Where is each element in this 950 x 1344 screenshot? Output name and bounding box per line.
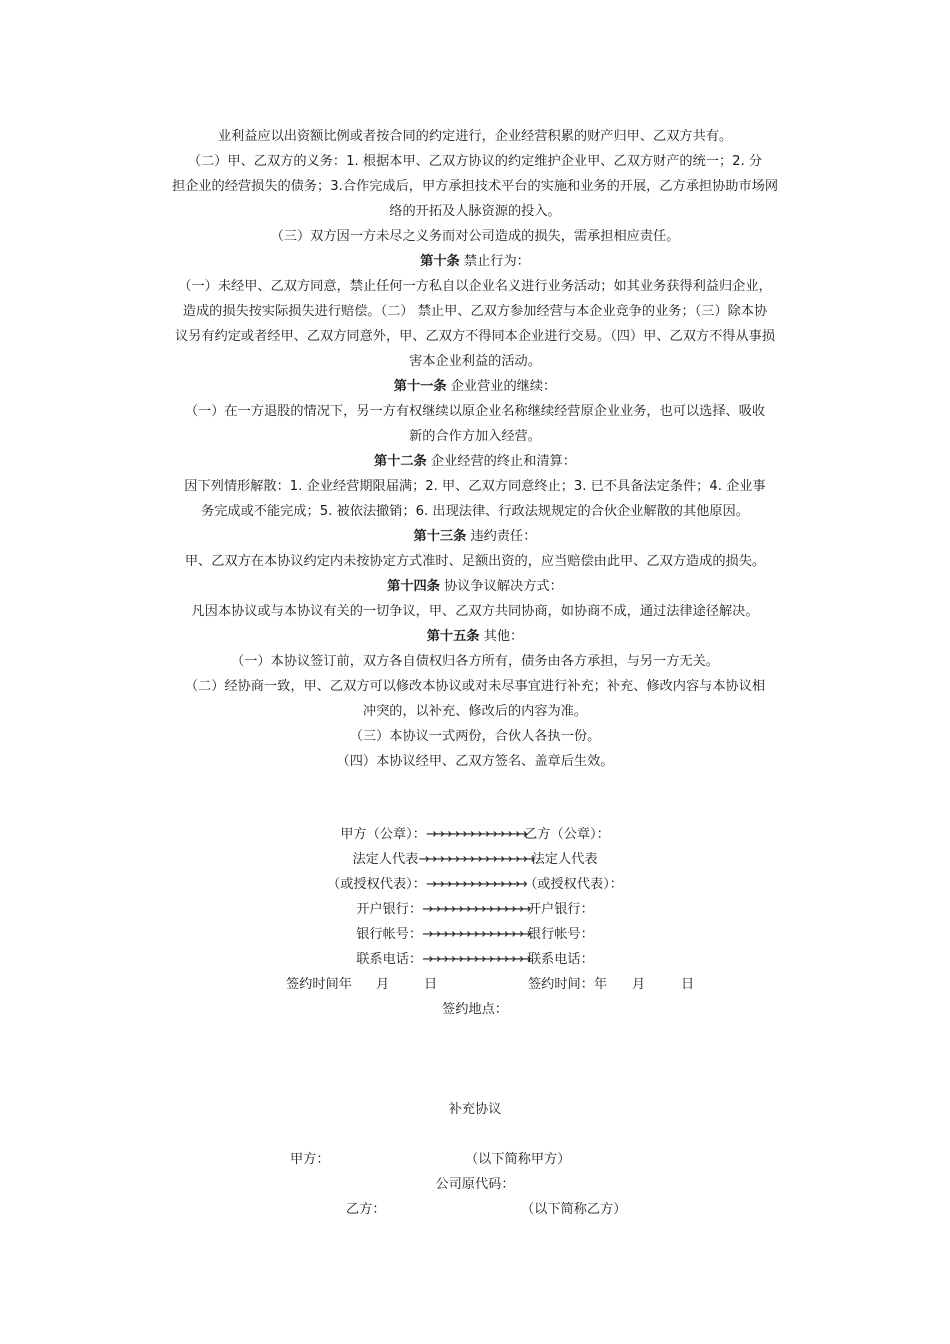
paragraph-line: 业利益应以出资额比例或者按合同的约定进行，企业经营积累的财产归甲、乙双方共有。 [217,129,733,144]
supplement-party-a-note: （以下简称甲方） [465,1152,571,1167]
article-number: 第十一条 [393,379,447,394]
tab-arrows: →→→→→→→→→→→→→→ [422,902,528,917]
tab-arrows: →→→→→→→→→→→→→→ [422,952,528,967]
article-title: 协议争议解决方式： [439,579,563,594]
paragraph-line: 造成的损失按实际损失进行赔偿。（二） 禁止甲、乙双方参加经营与本企业竞争的业务；（三）除本协 [182,304,768,319]
article-title: 企业营业的继续： [446,379,557,394]
party-a-label: 开户银行： [356,902,423,917]
date-left-day: 日 [424,977,438,992]
party-b-label: 开户银行： [527,902,594,917]
paragraph-line: 务完成或不能完成；5. 被依法撤销；6. 出现法律、行政法规规定的合伙企业解散的其他原因。 [201,504,749,519]
article-number: 第十二条 [373,454,427,469]
party-a-label: （或授权代表）： [327,877,426,892]
party-b-label: 联系电话： [527,952,594,967]
supplement-party-b: 乙方： [346,1202,386,1217]
signing-place: 签约地点： [442,1002,508,1017]
party-b-label: 法定人代表 [531,852,598,867]
article-title: 其他： [479,629,524,644]
party-a-label: 联系电话： [356,952,423,967]
paragraph-line: 因下列情形解散：1. 企业经营期限届满；2. 甲、乙双方同意终止；3. 已不具备法定条件；4. 企业事 [184,479,766,494]
signature-row-legal-rep [140,847,810,872]
article-number: 第十三条 [413,529,467,544]
paragraph-line: 甲、乙双方在本协议约定内未按协定方式准时、足额出资的，应当赔偿由此甲、乙双方造成的损失。 [184,554,766,569]
party-a-label: 银行帐号： [356,927,423,942]
party-b-label: 乙方（公章）： [524,827,610,842]
party-a-label: 法定人代表 [352,852,419,867]
paragraph-line: 议另有约定或者经甲、乙双方同意外，甲、乙双方不得同本企业进行交易。（四）甲、乙双方不得从事损 [174,329,776,344]
article-number: 第十四条 [387,579,440,594]
paragraph-line: （四）本协议经甲、乙双方签名、盖章后生效。 [336,754,614,769]
tab-arrows: →→→→→→→→→→→→→→ [422,927,528,942]
paragraph-line: （一）未经甲、乙双方同意，禁止任何一方私自以企业名义进行业务活动；如其业务获得利益归企业， [178,279,772,294]
article-13-heading [140,524,810,549]
article-number: 第十条 [420,254,460,269]
party-b-label: 银行帐号： [527,927,594,942]
paragraph-line: 冲突的，以补充、修改后的内容为准。 [362,704,588,719]
date-right-day: 日 [681,977,695,992]
supplement-title: 补充协议 [448,1102,502,1117]
article-title: 禁止行为： [459,254,530,269]
signature-row-authorized-rep [140,872,810,897]
supplement-company-code: 公司原代码： [435,1177,515,1192]
article-10-heading [140,249,810,274]
tab-arrows: →→→→→→→→→→→→→→→ [418,852,532,867]
article-title: 企业经营的终止和清算： [426,454,576,469]
paragraph-line: 害本企业利益的活动。 [409,354,541,369]
article-15-heading [140,624,810,649]
article-title: 违约责任： [466,529,537,544]
paragraph-line: （三）本协议一式两份，合伙人各执一份。 [349,729,601,744]
party-a-label: 甲方（公章）： [340,827,426,842]
paragraph-line: （一）在一方退股的情况下，另一方有权继续以原企业名称继续经营原企业业务，也可以选择、吸收 [184,404,766,419]
signature-row-phone [140,947,810,972]
paragraph-line: 担企业的经营损失的债务；3.合作完成后，甲方承担技术平台的实施和业务的开展，乙方承担协助市场网 [171,179,778,194]
paragraph-line: （二）甲、乙双方的义务：1. 根据本甲、乙双方协议的约定维护企业甲、乙双方财产的统一；2. 分 [187,154,763,169]
party-b-label: （或授权代表）： [524,877,623,892]
date-left-label: 签约时间年 [286,977,352,992]
paragraph-line: 络的开拓及人脉资源的投入。 [389,204,561,219]
article-11-heading [140,374,810,399]
article-number: 第十五条 [426,629,480,644]
date-right-month: 月 [632,977,646,992]
tab-arrows: →→→→→→→→→→→→→ [425,877,525,892]
signature-row-seal [140,822,810,847]
paragraph-line: （二）经协商一致，甲、乙双方可以修改本协议或对未尽事宜进行补充；补充、修改内容与本协议相 [184,679,766,694]
supplement-party-a: 甲方： [290,1152,330,1167]
paragraph-line: 凡因本协议或与本协议有关的一切争议，甲、乙双方共同协商，如协商不成，通过法律途径解决。 [191,604,759,619]
date-right-label: 签约时间：年 [528,977,608,992]
paragraph-line: 新的合作方加入经营。 [409,429,541,444]
tab-arrows: →→→→→→→→→→→→→ [425,827,525,842]
paragraph-line: （一）本协议签订前，双方各自债权归各方所有，债务由各方承担，与另一方无关。 [231,654,719,669]
supplement-party-b-note: （以下简称乙方） [521,1202,627,1217]
signature-row-bank [140,897,810,922]
article-12-heading [140,449,810,474]
paragraph-line: （三）双方因一方未尽之义务而对公司造成的损失，需承担相应责任。 [270,229,680,244]
date-left-month: 月 [376,977,390,992]
article-14-heading [140,574,810,599]
signature-row-account [140,922,810,947]
